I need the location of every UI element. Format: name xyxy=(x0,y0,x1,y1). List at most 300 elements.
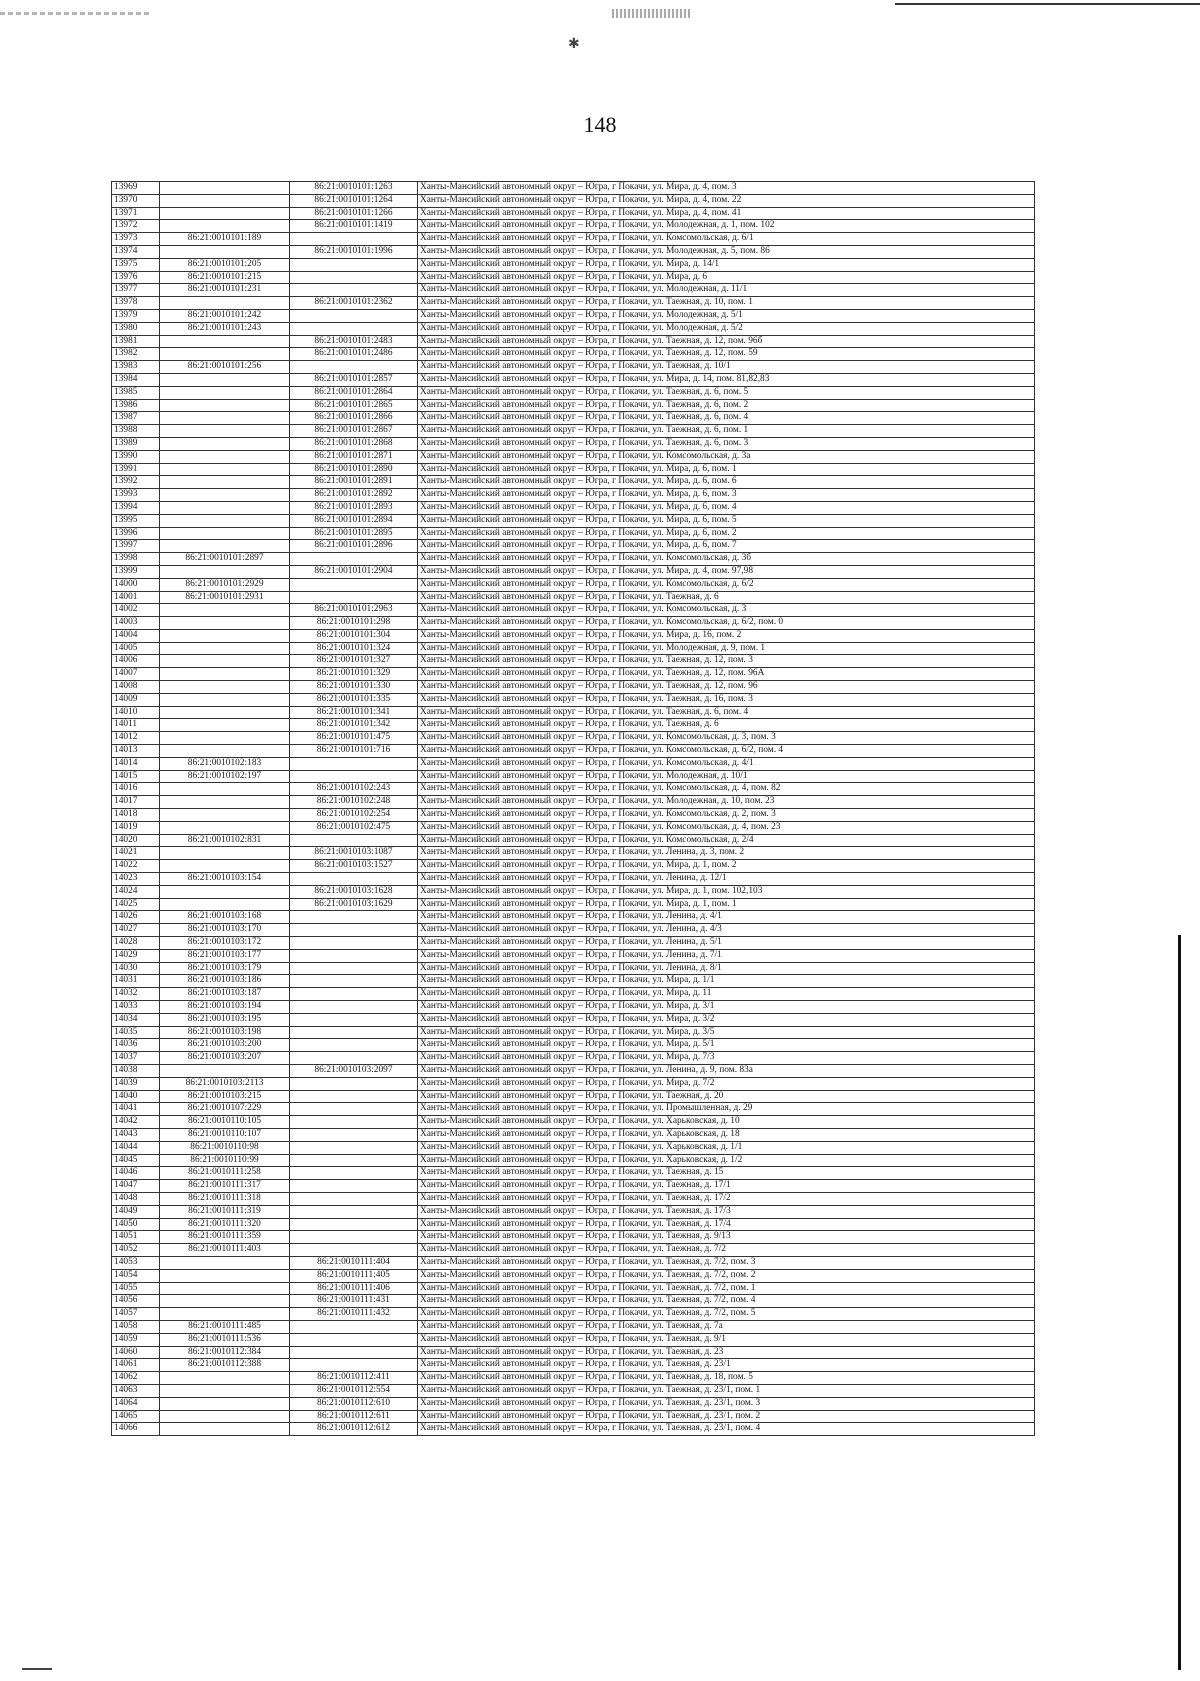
row-number-cell: 14003 xyxy=(112,617,160,630)
address-cell: Ханты-Мансийский автономный округ – Югра, г Покачи, ул. Таежная, д. 17/3 xyxy=(418,1205,1035,1218)
land-cadastral-number-cell: 86:21:0010103:154 xyxy=(160,873,290,886)
object-cadastral-number-cell: 86:21:0010111:431 xyxy=(290,1295,418,1308)
land-cadastral-number-cell xyxy=(160,1397,290,1410)
table-row xyxy=(112,860,1035,873)
object-cadastral-number-cell xyxy=(290,1052,418,1065)
scan-edge-line-top-right xyxy=(895,3,1200,5)
object-cadastral-number-cell: 86:21:0010101:2893 xyxy=(290,501,418,514)
address-cell: Ханты-Мансийский автономный округ – Югра, г Покачи, ул. Таежная, д. 6, пом. 1 xyxy=(418,425,1035,438)
row-number-cell: 14027 xyxy=(112,924,160,937)
land-cadastral-number-cell: 86:21:0010103:195 xyxy=(160,1013,290,1026)
row-number-cell: 14013 xyxy=(112,745,160,758)
table-row xyxy=(112,655,1035,668)
land-cadastral-number-cell xyxy=(160,373,290,386)
land-cadastral-number-cell xyxy=(160,1372,290,1385)
table-row xyxy=(112,591,1035,604)
address-cell: Ханты-Мансийский автономный округ – Югра, г Покачи, ул. Мира, д. 4, пом. 3 xyxy=(418,182,1035,195)
land-cadastral-number-cell xyxy=(160,476,290,489)
object-cadastral-number-cell: 86:21:0010112:612 xyxy=(290,1423,418,1436)
object-cadastral-number-cell xyxy=(290,924,418,937)
land-cadastral-number-cell: 86:21:0010101:2929 xyxy=(160,578,290,591)
address-cell: Ханты-Мансийский автономный округ – Югра, г Покачи, ул. Таежная, д. 6, пом. 2 xyxy=(418,399,1035,412)
table-row xyxy=(112,757,1035,770)
object-cadastral-number-cell xyxy=(290,975,418,988)
address-cell: Ханты-Мансийский автономный округ – Югра, г Покачи, ул. Молодежная, д. 11/1 xyxy=(418,284,1035,297)
land-cadastral-number-cell: 86:21:0010102:197 xyxy=(160,770,290,783)
table-row xyxy=(112,796,1035,809)
row-number-cell: 14061 xyxy=(112,1359,160,1372)
land-cadastral-number-cell: 86:21:0010111:536 xyxy=(160,1333,290,1346)
table-row xyxy=(112,233,1035,246)
row-number-cell: 14064 xyxy=(112,1397,160,1410)
address-cell: Ханты-Мансийский автономный округ – Югра, г Покачи, ул. Таежная, д. 23/1, пом. 1 xyxy=(418,1384,1035,1397)
table-row xyxy=(112,489,1035,502)
land-cadastral-number-cell xyxy=(160,399,290,412)
table-row xyxy=(112,1128,1035,1141)
land-cadastral-number-cell: 86:21:0010103:168 xyxy=(160,911,290,924)
table-row xyxy=(112,220,1035,233)
row-number-cell: 14041 xyxy=(112,1103,160,1116)
address-cell: Ханты-Мансийский автономный округ – Югра, г Покачи, ул. Таежная, д. 7/2, пом. 2 xyxy=(418,1269,1035,1282)
table-row xyxy=(112,540,1035,553)
land-cadastral-number-cell xyxy=(160,194,290,207)
address-cell: Ханты-Мансийский автономный округ – Югра, г Покачи, ул. Комсомольская, д. 4, пом. 82 xyxy=(418,783,1035,796)
row-number-cell: 13998 xyxy=(112,553,160,566)
table-row xyxy=(112,706,1035,719)
object-cadastral-number-cell: 86:21:0010101:342 xyxy=(290,719,418,732)
row-number-cell: 14030 xyxy=(112,962,160,975)
table-row xyxy=(112,885,1035,898)
table-row xyxy=(112,245,1035,258)
object-cadastral-number-cell xyxy=(290,937,418,950)
address-cell: Ханты-Мансийский автономный округ – Югра, г Покачи, ул. Таежная, д. 17/4 xyxy=(418,1218,1035,1231)
land-cadastral-number-cell xyxy=(160,207,290,220)
row-number-cell: 14048 xyxy=(112,1192,160,1205)
table-row xyxy=(112,553,1035,566)
row-number-cell: 13999 xyxy=(112,565,160,578)
row-number-cell: 14010 xyxy=(112,706,160,719)
object-cadastral-number-cell: 86:21:0010101:327 xyxy=(290,655,418,668)
land-cadastral-number-cell: 86:21:0010103:2113 xyxy=(160,1077,290,1090)
land-cadastral-number-cell: 86:21:0010111:485 xyxy=(160,1320,290,1333)
object-cadastral-number-cell: 86:21:0010101:324 xyxy=(290,642,418,655)
object-cadastral-number-cell xyxy=(290,1001,418,1014)
table-row xyxy=(112,207,1035,220)
object-cadastral-number-cell xyxy=(290,553,418,566)
address-cell: Ханты-Мансийский автономный округ – Югра, г Покачи, ул. Таежная, д. 7/2, пом. 4 xyxy=(418,1295,1035,1308)
object-cadastral-number-cell xyxy=(290,1167,418,1180)
row-number-cell: 14055 xyxy=(112,1282,160,1295)
object-cadastral-number-cell xyxy=(290,1013,418,1026)
row-number-cell: 13986 xyxy=(112,399,160,412)
row-number-cell: 13980 xyxy=(112,322,160,335)
table-row xyxy=(112,412,1035,425)
table-row xyxy=(112,1205,1035,1218)
row-number-cell: 14019 xyxy=(112,821,160,834)
table-row xyxy=(112,1282,1035,1295)
object-cadastral-number-cell: 86:21:0010103:1527 xyxy=(290,860,418,873)
address-cell: Ханты-Мансийский автономный округ – Югра, г Покачи, ул. Таежная, д. 6, пом. 5 xyxy=(418,386,1035,399)
address-cell: Ханты-Мансийский автономный округ – Югра, г Покачи, ул. Таежная, д. 6, пом. 4 xyxy=(418,412,1035,425)
row-number-cell: 14033 xyxy=(112,1001,160,1014)
address-cell: Ханты-Мансийский автономный округ – Югра, г Покачи, ул. Таежная, д. 7/2, пом. 3 xyxy=(418,1256,1035,1269)
table-row xyxy=(112,1231,1035,1244)
land-cadastral-number-cell xyxy=(160,655,290,668)
object-cadastral-number-cell: 86:21:0010101:2894 xyxy=(290,514,418,527)
row-number-cell: 13977 xyxy=(112,284,160,297)
table-row xyxy=(112,809,1035,822)
row-number-cell: 14011 xyxy=(112,719,160,732)
object-cadastral-number-cell xyxy=(290,578,418,591)
table-row xyxy=(112,425,1035,438)
address-cell: Ханты-Мансийский автономный округ – Югра, г Покачи, ул. Таежная, д. 12, пом. 96б xyxy=(418,335,1035,348)
object-cadastral-number-cell: 86:21:0010101:2871 xyxy=(290,450,418,463)
object-cadastral-number-cell: 86:21:0010103:1628 xyxy=(290,885,418,898)
land-cadastral-number-cell xyxy=(160,1410,290,1423)
address-cell: Ханты-Мансийский автономный округ – Югра, г Покачи, ул. Мира, д. 14/1 xyxy=(418,258,1035,271)
row-number-cell: 13969 xyxy=(112,182,160,195)
object-cadastral-number-cell xyxy=(290,1333,418,1346)
address-cell: Ханты-Мансийский автономный округ – Югра, г Покачи, ул. Ленина, д. 12/1 xyxy=(418,873,1035,886)
row-number-cell: 14012 xyxy=(112,732,160,745)
object-cadastral-number-cell xyxy=(290,1320,418,1333)
row-number-cell: 14026 xyxy=(112,911,160,924)
table-row xyxy=(112,373,1035,386)
row-number-cell: 13995 xyxy=(112,514,160,527)
address-cell: Ханты-Мансийский автономный округ – Югра, г Покачи, ул. Комсомольская, д. 3а xyxy=(418,450,1035,463)
land-cadastral-number-cell xyxy=(160,1295,290,1308)
table-row xyxy=(112,348,1035,361)
object-cadastral-number-cell: 86:21:0010103:1087 xyxy=(290,847,418,860)
land-cadastral-number-cell xyxy=(160,1282,290,1295)
object-cadastral-number-cell: 86:21:0010101:2963 xyxy=(290,604,418,617)
row-number-cell: 14021 xyxy=(112,847,160,860)
table-row xyxy=(112,399,1035,412)
land-cadastral-number-cell: 86:21:0010101:231 xyxy=(160,284,290,297)
table-row xyxy=(112,297,1035,310)
address-cell: Ханты-Мансийский автономный округ – Югра, г Покачи, ул. Мира, д. 4, пом. 22 xyxy=(418,194,1035,207)
row-number-cell: 14060 xyxy=(112,1346,160,1359)
table-row xyxy=(112,450,1035,463)
object-cadastral-number-cell: 86:21:0010101:2892 xyxy=(290,489,418,502)
object-cadastral-number-cell: 86:21:0010101:304 xyxy=(290,629,418,642)
address-cell: Ханты-Мансийский автономный округ – Югра, г Покачи, ул. Комсомольская, д. 4/1 xyxy=(418,757,1035,770)
land-cadastral-number-cell xyxy=(160,412,290,425)
land-cadastral-number-cell: 86:21:0010111:319 xyxy=(160,1205,290,1218)
table-row xyxy=(112,1103,1035,1116)
table-row xyxy=(112,1384,1035,1397)
land-cadastral-number-cell xyxy=(160,885,290,898)
table-row xyxy=(112,1039,1035,1052)
table-row xyxy=(112,949,1035,962)
table-row xyxy=(112,847,1035,860)
row-number-cell: 14007 xyxy=(112,668,160,681)
object-cadastral-number-cell xyxy=(290,1180,418,1193)
address-cell: Ханты-Мансийский автономный округ – Югра, г Покачи, ул. Мира, д. 6, пом. 2 xyxy=(418,527,1035,540)
land-cadastral-number-cell: 86:21:0010111:359 xyxy=(160,1231,290,1244)
address-cell: Ханты-Мансийский автономный округ – Югра, г Покачи, ул. Таежная, д. 6, пом. 3 xyxy=(418,437,1035,450)
land-cadastral-number-cell xyxy=(160,1269,290,1282)
row-number-cell: 14042 xyxy=(112,1116,160,1129)
table-row xyxy=(112,629,1035,642)
address-cell: Ханты-Мансийский автономный округ – Югра, г Покачи, ул. Таежная, д. 6 xyxy=(418,719,1035,732)
land-cadastral-number-cell xyxy=(160,565,290,578)
row-number-cell: 13989 xyxy=(112,437,160,450)
land-cadastral-number-cell xyxy=(160,540,290,553)
land-cadastral-number-cell xyxy=(160,745,290,758)
address-cell: Ханты-Мансийский автономный округ – Югра, г Покачи, ул. Ленина, д. 5/1 xyxy=(418,937,1035,950)
land-cadastral-number-cell: 86:21:0010103:198 xyxy=(160,1026,290,1039)
table-row xyxy=(112,1320,1035,1333)
row-number-cell: 13983 xyxy=(112,361,160,374)
table-row xyxy=(112,975,1035,988)
object-cadastral-number-cell xyxy=(290,1359,418,1372)
address-cell: Ханты-Мансийский автономный округ – Югра, г Покачи, ул. Таежная, д. 7/2, пом. 1 xyxy=(418,1282,1035,1295)
table-row xyxy=(112,642,1035,655)
row-number-cell: 14057 xyxy=(112,1308,160,1321)
land-cadastral-number-cell xyxy=(160,335,290,348)
land-cadastral-number-cell xyxy=(160,437,290,450)
row-number-cell: 13982 xyxy=(112,348,160,361)
object-cadastral-number-cell: 86:21:0010101:716 xyxy=(290,745,418,758)
row-number-cell: 14053 xyxy=(112,1256,160,1269)
address-cell: Ханты-Мансийский автономный округ – Югра, г Покачи, ул. Таежная, д. 12, пом. 3 xyxy=(418,655,1035,668)
table-row xyxy=(112,1372,1035,1385)
address-cell: Ханты-Мансийский автономный округ – Югра, г Покачи, ул. Таежная, д. 10, пом. 1 xyxy=(418,297,1035,310)
row-number-cell: 14008 xyxy=(112,681,160,694)
land-cadastral-number-cell: 86:21:0010102:183 xyxy=(160,757,290,770)
address-cell: Ханты-Мансийский автономный округ – Югра, г Покачи, ул. Комсомольская, д. 6/2, пом. 0 xyxy=(418,617,1035,630)
row-number-cell: 14062 xyxy=(112,1372,160,1385)
row-number-cell: 14014 xyxy=(112,757,160,770)
land-cadastral-number-cell xyxy=(160,847,290,860)
row-number-cell: 13970 xyxy=(112,194,160,207)
land-cadastral-number-cell: 86:21:0010103:170 xyxy=(160,924,290,937)
address-cell: Ханты-Мансийский автономный округ – Югра, г Покачи, ул. Таежная, д. 7/2, пом. 5 xyxy=(418,1308,1035,1321)
address-cell: Ханты-Мансийский автономный округ – Югра, г Покачи, ул. Таежная, д. 23/1, пом. 3 xyxy=(418,1397,1035,1410)
table-row xyxy=(112,1256,1035,1269)
object-cadastral-number-cell xyxy=(290,1346,418,1359)
row-number-cell: 14001 xyxy=(112,591,160,604)
address-cell: Ханты-Мансийский автономный округ – Югра, г Покачи, ул. Таежная, д. 23/1 xyxy=(418,1359,1035,1372)
object-cadastral-number-cell xyxy=(290,271,418,284)
object-cadastral-number-cell: 86:21:0010101:2895 xyxy=(290,527,418,540)
object-cadastral-number-cell xyxy=(290,1128,418,1141)
land-cadastral-number-cell xyxy=(160,1384,290,1397)
row-number-cell: 14035 xyxy=(112,1026,160,1039)
address-cell: Ханты-Мансийский автономный округ – Югра, г Покачи, ул. Таежная, д. 7/2 xyxy=(418,1244,1035,1257)
address-cell: Ханты-Мансийский автономный округ – Югра, г Покачи, ул. Таежная, д. 16, пом. 3 xyxy=(418,693,1035,706)
table-row xyxy=(112,514,1035,527)
land-cadastral-number-cell xyxy=(160,182,290,195)
table-row xyxy=(112,1333,1035,1346)
scan-edge-bar-right xyxy=(1178,935,1181,1670)
object-cadastral-number-cell: 86:21:0010101:2362 xyxy=(290,297,418,310)
table-row xyxy=(112,1423,1035,1436)
row-number-cell: 13978 xyxy=(112,297,160,310)
object-cadastral-number-cell: 86:21:0010111:406 xyxy=(290,1282,418,1295)
table-row xyxy=(112,962,1035,975)
object-cadastral-number-cell xyxy=(290,1231,418,1244)
address-cell: Ханты-Мансийский автономный округ – Югра, г Покачи, ул. Таежная, д. 6 xyxy=(418,591,1035,604)
address-cell: Ханты-Мансийский автономный округ – Югра, г Покачи, ул. Мира, д. 4, пом. 97,98 xyxy=(418,565,1035,578)
row-number-cell: 14044 xyxy=(112,1141,160,1154)
table-row xyxy=(112,834,1035,847)
address-cell: Ханты-Мансийский автономный округ – Югра, г Покачи, ул. Мира, д. 3/1 xyxy=(418,1001,1035,1014)
table-row xyxy=(112,322,1035,335)
land-cadastral-number-cell xyxy=(160,425,290,438)
table-row xyxy=(112,898,1035,911)
table-row xyxy=(112,924,1035,937)
object-cadastral-number-cell xyxy=(290,233,418,246)
table-row xyxy=(112,1090,1035,1103)
land-cadastral-number-cell: 86:21:0010103:177 xyxy=(160,949,290,962)
table-row xyxy=(112,873,1035,886)
row-number-cell: 14045 xyxy=(112,1154,160,1167)
table-row xyxy=(112,463,1035,476)
address-cell: Ханты-Мансийский автономный округ – Югра, г Покачи, ул. Таежная, д. 20 xyxy=(418,1090,1035,1103)
address-cell: Ханты-Мансийский автономный округ – Югра, г Покачи, ул. Комсомольская, д. 2/4 xyxy=(418,834,1035,847)
object-cadastral-number-cell: 86:21:0010101:2865 xyxy=(290,399,418,412)
address-cell: Ханты-Мансийский автономный округ – Югра, г Покачи, ул. Комсомольская, д. 6/2 xyxy=(418,578,1035,591)
land-cadastral-number-cell xyxy=(160,1064,290,1077)
address-cell: Ханты-Мансийский автономный округ – Югра, г Покачи, ул. Ленина, д. 4/3 xyxy=(418,924,1035,937)
row-number-cell: 13975 xyxy=(112,258,160,271)
address-cell: Ханты-Мансийский автономный округ – Югра, г Покачи, ул. Мира, д. 6, пом. 5 xyxy=(418,514,1035,527)
object-cadastral-number-cell xyxy=(290,962,418,975)
object-cadastral-number-cell: 86:21:0010101:2867 xyxy=(290,425,418,438)
object-cadastral-number-cell: 86:21:0010102:254 xyxy=(290,809,418,822)
address-cell: Ханты-Мансийский автономный округ – Югра, г Покачи, ул. Таежная, д. 17/1 xyxy=(418,1180,1035,1193)
land-cadastral-number-cell xyxy=(160,719,290,732)
row-number-cell: 14004 xyxy=(112,629,160,642)
land-cadastral-number-cell: 86:21:0010111:320 xyxy=(160,1218,290,1231)
row-number-cell: 14031 xyxy=(112,975,160,988)
row-number-cell: 13973 xyxy=(112,233,160,246)
address-cell: Ханты-Мансийский автономный округ – Югра, г Покачи, ул. Харьковская, д. 1/1 xyxy=(418,1141,1035,1154)
land-cadastral-number-cell: 86:21:0010103:200 xyxy=(160,1039,290,1052)
row-number-cell: 14006 xyxy=(112,655,160,668)
row-number-cell: 13971 xyxy=(112,207,160,220)
object-cadastral-number-cell xyxy=(290,873,418,886)
land-cadastral-number-cell xyxy=(160,604,290,617)
land-cadastral-number-cell xyxy=(160,783,290,796)
table-row xyxy=(112,1295,1035,1308)
scan-noise-bottom-left xyxy=(22,1668,52,1670)
table-row xyxy=(112,911,1035,924)
land-cadastral-number-cell xyxy=(160,617,290,630)
address-cell: Ханты-Мансийский автономный округ – Югра, г Покачи, ул. Таежная, д. 17/2 xyxy=(418,1192,1035,1205)
row-number-cell: 13993 xyxy=(112,489,160,502)
row-number-cell: 14050 xyxy=(112,1218,160,1231)
table-row xyxy=(112,1141,1035,1154)
row-number-cell: 13979 xyxy=(112,309,160,322)
table-row xyxy=(112,604,1035,617)
row-number-cell: 14005 xyxy=(112,642,160,655)
address-cell: Ханты-Мансийский автономный округ – Югра, г Покачи, ул. Мира, д. 4, пом. 41 xyxy=(418,207,1035,220)
object-cadastral-number-cell xyxy=(290,770,418,783)
land-cadastral-number-cell: 86:21:0010112:388 xyxy=(160,1359,290,1372)
land-cadastral-number-cell: 86:21:0010111:317 xyxy=(160,1180,290,1193)
land-cadastral-number-cell xyxy=(160,450,290,463)
land-cadastral-number-cell: 86:21:0010101:205 xyxy=(160,258,290,271)
address-cell: Ханты-Мансийский автономный округ – Югра, г Покачи, ул. Таежная, д. 7а xyxy=(418,1320,1035,1333)
address-cell: Ханты-Мансийский автономный округ – Югра, г Покачи, ул. Таежная, д. 9/13 xyxy=(418,1231,1035,1244)
address-cell: Ханты-Мансийский автономный округ – Югра, г Покачи, ул. Харьковская, д. 1/2 xyxy=(418,1154,1035,1167)
table-row xyxy=(112,437,1035,450)
row-number-cell: 14029 xyxy=(112,949,160,962)
address-cell: Ханты-Мансийский автономный округ – Югра, г Покачи, ул. Ленина, д. 4/1 xyxy=(418,911,1035,924)
table-row xyxy=(112,1001,1035,1014)
table-row xyxy=(112,182,1035,195)
table-row xyxy=(112,1410,1035,1423)
object-cadastral-number-cell xyxy=(290,591,418,604)
address-cell: Ханты-Мансийский автономный округ – Югра, г Покачи, ул. Промышленная, д. 29 xyxy=(418,1103,1035,1116)
page-number: 148 xyxy=(583,112,617,137)
object-cadastral-number-cell: 86:21:0010101:330 xyxy=(290,681,418,694)
row-number-cell: 14034 xyxy=(112,1013,160,1026)
land-cadastral-number-cell: 86:21:0010101:243 xyxy=(160,322,290,335)
object-cadastral-number-cell: 86:21:0010103:1629 xyxy=(290,898,418,911)
land-cadastral-number-cell xyxy=(160,1256,290,1269)
table-row xyxy=(112,783,1035,796)
table-row xyxy=(112,1013,1035,1026)
address-cell: Ханты-Мансийский автономный округ – Югра, г Покачи, ул. Мира, д. 1/1 xyxy=(418,975,1035,988)
row-number-cell: 13994 xyxy=(112,501,160,514)
row-number-cell: 13988 xyxy=(112,425,160,438)
row-number-cell: 14000 xyxy=(112,578,160,591)
table-row xyxy=(112,309,1035,322)
row-number-cell: 14025 xyxy=(112,898,160,911)
address-cell: Ханты-Мансийский автономный округ – Югра, г Покачи, ул. Мира, д. 14, пом. 81,82,83 xyxy=(418,373,1035,386)
address-cell: Ханты-Мансийский автономный округ – Югра, г Покачи, ул. Молодежная, д. 5, пом. 86 xyxy=(418,245,1035,258)
address-cell: Ханты-Мансийский автономный округ – Югра, г Покачи, ул. Молодежная, д. 5/1 xyxy=(418,309,1035,322)
table-row xyxy=(112,1244,1035,1257)
land-cadastral-number-cell xyxy=(160,1423,290,1436)
address-cell: Ханты-Мансийский автономный округ – Югра, г Покачи, ул. Таежная, д. 23/1, пом. 4 xyxy=(418,1423,1035,1436)
object-cadastral-number-cell: 86:21:0010101:1264 xyxy=(290,194,418,207)
object-cadastral-number-cell xyxy=(290,757,418,770)
land-cadastral-number-cell: 86:21:0010112:384 xyxy=(160,1346,290,1359)
address-cell: Ханты-Мансийский автономный округ – Югра, г Покачи, ул. Мира, д. 6, пом. 3 xyxy=(418,489,1035,502)
row-number-cell: 13987 xyxy=(112,412,160,425)
object-cadastral-number-cell: 86:21:0010101:1263 xyxy=(290,182,418,195)
object-cadastral-number-cell: 86:21:0010101:2904 xyxy=(290,565,418,578)
object-cadastral-number-cell: 86:21:0010101:2890 xyxy=(290,463,418,476)
object-cadastral-number-cell xyxy=(290,309,418,322)
land-cadastral-number-cell: 86:21:0010111:318 xyxy=(160,1192,290,1205)
land-cadastral-number-cell xyxy=(160,386,290,399)
row-number-cell: 13972 xyxy=(112,220,160,233)
land-cadastral-number-cell: 86:21:0010110:107 xyxy=(160,1128,290,1141)
table-row xyxy=(112,258,1035,271)
land-cadastral-number-cell: 86:21:0010107:229 xyxy=(160,1103,290,1116)
object-cadastral-number-cell: 86:21:0010101:2896 xyxy=(290,540,418,553)
row-number-cell: 14009 xyxy=(112,693,160,706)
row-number-cell: 14028 xyxy=(112,937,160,950)
land-cadastral-number-cell: 86:21:0010110:98 xyxy=(160,1141,290,1154)
address-cell: Ханты-Мансийский автономный округ – Югра, г Покачи, ул. Таежная, д. 18, пом. 5 xyxy=(418,1372,1035,1385)
table-row xyxy=(112,681,1035,694)
object-cadastral-number-cell: 86:21:0010102:243 xyxy=(290,783,418,796)
address-cell: Ханты-Мансийский автономный округ – Югра, г Покачи, ул. Комсомольская, д. 3 xyxy=(418,604,1035,617)
address-cell: Ханты-Мансийский автономный округ – Югра, г Покачи, ул. Мира, д. 6, пом. 4 xyxy=(418,501,1035,514)
table-row xyxy=(112,988,1035,1001)
land-cadastral-number-cell: 86:21:0010101:2897 xyxy=(160,553,290,566)
land-cadastral-number-cell xyxy=(160,348,290,361)
row-number-cell: 13992 xyxy=(112,476,160,489)
table-row xyxy=(112,1052,1035,1065)
